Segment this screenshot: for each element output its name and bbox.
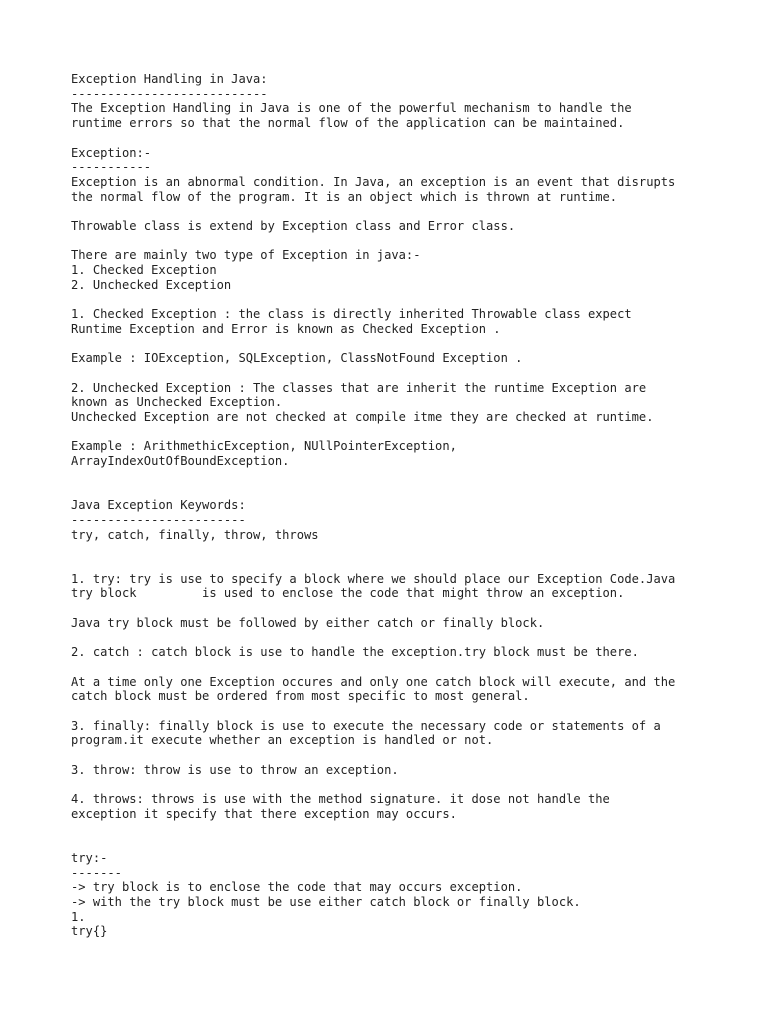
text-line	[71, 704, 731, 719]
text-line: ------------------------	[71, 512, 246, 527]
text-line: Java try block must be followed by either catch or finally block.	[71, 615, 545, 630]
document-text	[71, 72, 731, 939]
text-line: 2. catch : catch block is use to handle the exception.try block must be there.	[71, 645, 639, 660]
text-line: exception it specify that there exception may occurs.	[71, 806, 457, 821]
text-line: -----------	[71, 160, 152, 175]
text-line: Java Exception Keywords:	[71, 498, 246, 513]
text-line: try{}	[71, 924, 108, 939]
text-line: 3. finally: finally block is use to execute the necessary code or statements of a	[71, 718, 661, 733]
text-line: 1.	[71, 909, 86, 924]
text-line: known as Unchecked Exception.	[71, 395, 283, 410]
text-line	[71, 557, 731, 572]
text-line: try:-	[71, 850, 108, 865]
text-line: Example : ArithmethicException, NUllPointerException,	[71, 439, 457, 454]
text-line	[71, 131, 731, 146]
text-line: -> with the try block must be use either catch block or finally block.	[71, 895, 581, 910]
text-line	[71, 542, 731, 557]
text-line: runtime errors so that the normal flow of the application can be maintained.	[71, 116, 625, 131]
text-line: Example : IOException, SQLException, ClassNotFound Exception .	[71, 351, 523, 366]
text-line: ArrayIndexOutOfBoundException.	[71, 454, 290, 469]
text-line	[71, 204, 731, 219]
text-line: 2. Unchecked Exception	[71, 277, 232, 292]
text-line	[71, 484, 731, 499]
text-line: Exception:-	[71, 145, 152, 160]
text-line: -> try block is to enclose the code that may occurs exception.	[71, 880, 523, 895]
text-line	[71, 822, 731, 837]
text-line: Exception is an abnormal condition. In Java, an exception is an event that disrupts	[71, 174, 676, 189]
text-line: 1. Checked Exception	[71, 263, 217, 278]
text-line: try, catch, finally, throw, throws	[71, 527, 319, 542]
text-line	[71, 234, 731, 249]
text-line	[71, 778, 731, 793]
text-line: Exception Handling in Java:	[71, 72, 268, 86]
text-line	[71, 337, 731, 352]
text-line: Runtime Exception and Error is known as Checked Exception .	[71, 321, 501, 336]
text-line: try block is used to enclose the code that might throw an exception.	[71, 586, 625, 601]
text-line: The Exception Handling in Java is one of the powerful mechanism to handle the	[71, 101, 632, 116]
text-line: There are mainly two type of Exception in java:-	[71, 248, 421, 263]
text-line	[71, 366, 731, 381]
text-line: 2. Unchecked Exception : The classes that are inherit the runtime Exception are	[71, 380, 647, 395]
text-line	[71, 660, 731, 675]
text-line: Unchecked Exception are not checked at compile itme they are checked at runtime.	[71, 410, 654, 425]
text-line: the normal flow of the program. It is an object which is thrown at runtime.	[71, 189, 618, 204]
text-line	[71, 601, 731, 616]
text-line: 1. try: try is use to specify a block where we should place our Exception Code.Java	[71, 571, 676, 586]
text-line	[71, 836, 731, 851]
text-line: 1. Checked Exception : the class is directly inherited Throwable class expect	[71, 307, 632, 322]
text-line: At a time only one Exception occures and only one catch block will execute, and the	[71, 674, 676, 689]
text-line	[71, 425, 731, 440]
text-line: program.it execute whether an exception is handled or not.	[71, 733, 494, 748]
text-line	[71, 469, 731, 484]
text-line	[71, 748, 731, 763]
text-line: -------	[71, 865, 122, 880]
text-line	[71, 293, 731, 308]
text-line	[71, 631, 731, 646]
text-line: ---------------------------	[71, 86, 268, 101]
text-line: 3. throw: throw is use to throw an exception.	[71, 762, 399, 777]
text-line: catch block must be ordered from most specific to most general.	[71, 689, 530, 704]
text-line: 4. throws: throws is use with the method signature. it dose not handle the	[71, 792, 610, 807]
text-line: Throwable class is extend by Exception class and Error class.	[71, 219, 516, 233]
